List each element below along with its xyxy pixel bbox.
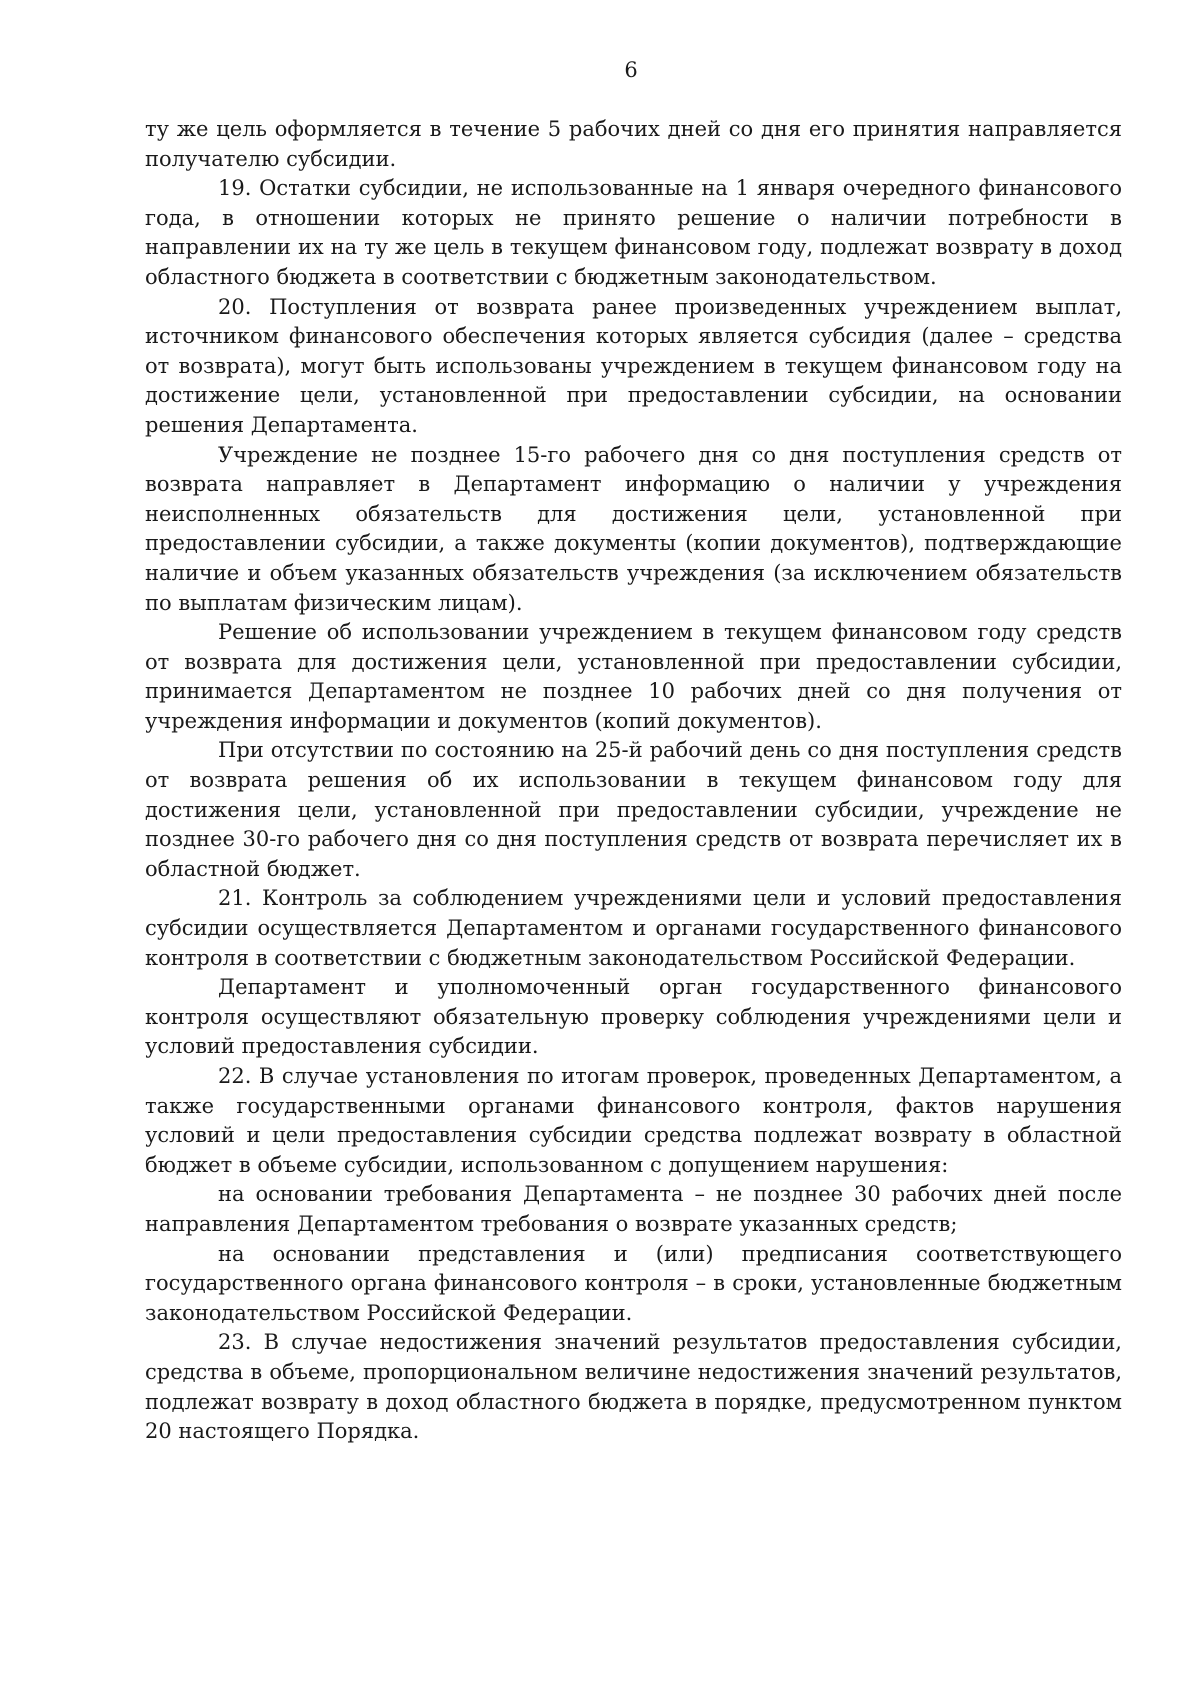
- paragraph-item-22: 22. В случае установления по итогам проверок, проведенных Департаментом, а также государственными органами финансового контроля, фактов нарушения условий и цели предоставления субсидии средства подлежат возврату в областной бюджет в объеме субсидии, использованном с допущением нарушения:: [145, 1064, 1122, 1177]
- paragraph-continuation: ту же цель оформляется в течение 5 рабочих дней со дня его принятия направляется получателю субсидии.: [145, 117, 1122, 171]
- document-body: [145, 115, 1122, 1447]
- paragraph-requirement: на основании требования Департамента – не позднее 30 рабочих дней после направления Департаментом требования о возврате указанных средств;: [145, 1182, 1122, 1236]
- paragraph-audit: Департамент и уполномоченный орган государственного финансового контроля осуществляют обязательную проверку соблюдения учреждениями цели и условий предоставления субсидии.: [145, 975, 1122, 1059]
- paragraph-return-absence: При отсутствии по состоянию на 25-й рабочий день со дня поступления средств от возврата решения об их использовании в текущем финансовом году для достижения цели, установленной при предоставлении субсидии, учреждение не позднее 30-го рабочего дня со дня поступления средств от возврата перечисляет их в областной бюджет.: [145, 738, 1122, 881]
- page-number: 6: [624, 58, 638, 82]
- paragraph-prescription: на основании представления и (или) предписания соответствующего государственного органа финансового контроля – в сроки, установленные бюджетным законодательством Российской Федерации.: [145, 1241, 1122, 1325]
- paragraph-return-info: Учреждение не позднее 15-го рабочего дня со дня поступления средств от возврата направляет в Департамент информацию о наличии у учреждения неисполненных обязательств для достижения цели, установленной при предоставлении субсидии, а также документы (копии документов), подтверждающие наличие и объем указанных обязательств учреждения (за исключением обязательств по выплатам физическим лицам).: [145, 442, 1122, 615]
- paragraph-item-19: 19. Остатки субсидии, не использованные на 1 января очередного финансового года, в отношении которых не принято решение о наличии потребности в направлении их на ту же цель в текущем финансовом году, подлежат возврату в доход областного бюджета в соответствии с бюджетным законодательством.: [145, 176, 1122, 289]
- paragraph-item-23: 23. В случае недостижения значений результатов предоставления субсидии, средства в объеме, пропорциональном величине недостижения значений результатов, подлежат возврату в доход областного бюджета в порядке, предусмотренном пунктом 20 настоящего Порядка.: [145, 1330, 1122, 1444]
- paragraph-item-21: 21. Контроль за соблюдением учреждениями цели и условий предоставления субсидии осуществляется Департаментом и органами государственного финансового контроля в соответствии с бюджетным законодательством Российской Федерации.: [145, 886, 1122, 970]
- paragraph-return-decision: Решение об использовании учреждением в текущем финансовом году средств от возврата для достижения цели, установленной при предоставлении субсидии, принимается Департаментом не позднее 10 рабочих дней со дня получения от учреждения информации и документов (копий документов).: [145, 620, 1122, 733]
- paragraph-item-20: 20. Поступления от возврата ранее произведенных учреждением выплат, источником финансового обеспечения которых является субсидия (далее – средства от возврата), могут быть использованы учреждением в текущем финансовом году на достижение цели, установленной при предоставлении субсидии, на основании решения Департамента.: [145, 294, 1122, 437]
